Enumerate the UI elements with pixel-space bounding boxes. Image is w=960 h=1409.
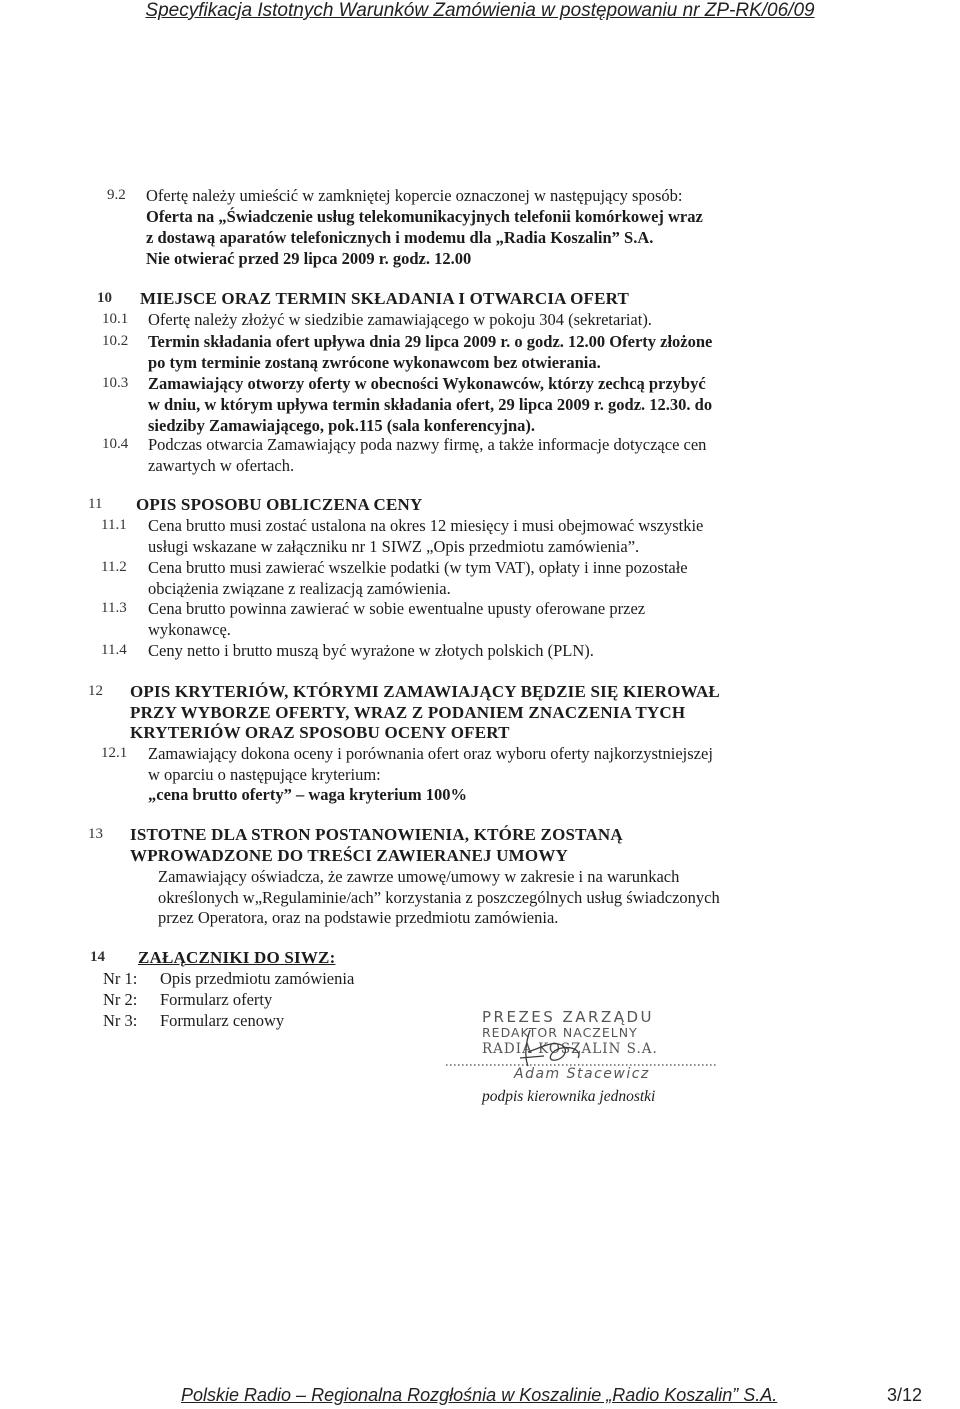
page-footer: Polskie Radio – Regionalna Rozgłośnia w Koszalinie „Radio Koszalin” S.A.: [181, 1385, 778, 1405]
section-number: 9.2: [107, 187, 126, 203]
section-number: 11.4: [101, 642, 127, 658]
attachment-label: Nr 1:: [103, 969, 138, 988]
paragraph-line: Zamawiający oświadcza, że zawrze umowę/umowy w zakresie i na warunkach: [158, 867, 680, 886]
section-number: 10.3: [102, 375, 129, 391]
stamp-name: Adam Stacewicz: [514, 1066, 650, 1082]
attachment-name: Formularz oferty: [160, 990, 273, 1009]
page-header: Specyfikacja Istotnych Warunków Zamówienia w postępowaniu nr ZP-RK/06/09: [145, 0, 815, 21]
section-number: 13: [88, 826, 103, 842]
section-number: 14: [90, 949, 105, 965]
section-number: 11: [88, 496, 103, 512]
section-number: 10.2: [102, 333, 129, 349]
paragraph-line: Cena brutto musi zostać ustalona na okres 12 miesięcy i musi obejmować wszystkie: [148, 516, 704, 535]
paragraph-line: Ofertę należy złożyć w siedzibie zamawiającego w pokoju 304 (sekretariat).: [148, 310, 652, 329]
section-title: ISTOTNE DLA STRON POSTANOWIENIA, KTÓRE ZOSTANĄ: [130, 825, 623, 844]
paragraph-line: Ofertę należy umieścić w zamkniętej kopercie oznaczonej w następujący sposób:: [146, 186, 683, 205]
section-title: WPROWADZONE DO TREŚCI ZAWIERANEJ UMOWY: [130, 846, 569, 865]
section-number: 10.4: [102, 436, 129, 452]
section-title: MIEJSCE ORAZ TERMIN SKŁADANIA I OTWARCIA OFERT: [140, 289, 630, 308]
paragraph-line: Zamawiający otworzy oferty w obecności Wykonawców, którzy zechcą przybyć: [148, 374, 706, 393]
attachment-label: Nr 2:: [103, 990, 138, 1009]
paragraph-line: przez Operatora, oraz na podstawie przedmiotu zamówienia.: [158, 908, 559, 927]
page-number: 3/12: [886, 1385, 922, 1405]
paragraph-line: Ceny netto i brutto muszą być wyrażone w złotych polskich (PLN).: [148, 641, 594, 660]
paragraph-line: wykonawcę.: [148, 620, 231, 639]
section-number: 10: [97, 290, 112, 306]
paragraph-line: Oferta na „Świadczenie usług telekomunikacyjnych telefonii komórkowej wraz: [146, 207, 703, 226]
section-number: 11.2: [101, 559, 127, 575]
section-number: 11.1: [101, 517, 127, 533]
criterion-line: „cena brutto oferty” – waga kryterium 100%: [148, 785, 467, 804]
paragraph-line: w dniu, w którym upływa termin składania ofert, 29 lipca 2009 r. godz. 12.30. do: [148, 395, 713, 414]
section-number: 11.3: [101, 600, 127, 616]
paragraph-line: w oparciu o następujące kryterium:: [148, 765, 381, 784]
attachment-name: Formularz cenowy: [160, 1011, 285, 1030]
stamp-line: RADIA KOSZALIN S.A.: [482, 1041, 658, 1057]
paragraph-line: zawartych w ofertach.: [148, 456, 295, 475]
paragraph-line: Podczas otwarcia Zamawiający poda nazwy firmę, a także informacje dotyczące cen: [148, 435, 707, 454]
paragraph-line: Termin składania ofert upływa dnia 29 lipca 2009 r. o godz. 12.00 Oferty złożone: [148, 332, 713, 351]
paragraph-line: określonych w„Regulaminie/ach” korzystania z poszczególnych usług świadczonych: [158, 888, 720, 907]
section-number: 10.1: [102, 311, 129, 327]
stamp-line: REDAKTOR NACZELNY: [482, 1025, 638, 1040]
paragraph-line: siedziby Zamawiającego, pok.115 (sala konferencyjna).: [148, 416, 535, 435]
paragraph-line: obciążenia związane z realizacją zamówienia.: [148, 579, 451, 598]
paragraph-line: z dostawą aparatów telefonicznych i modemu dla „Radia Koszalin” S.A.: [146, 228, 654, 247]
section-title: PRZY WYBORZE OFERTY, WRAZ Z PODANIEM ZNACZENIA TYCH: [130, 703, 686, 722]
section-number: 12.1: [101, 745, 128, 761]
stamp-line: PREZES ZARZĄDU: [482, 1008, 655, 1026]
paragraph-line: po tym terminie zostaną zwrócone wykonawcom bez otwierania.: [148, 353, 601, 372]
section-title: OPIS SPOSOBU OBLICZENA CENY: [136, 495, 423, 514]
attachment-label: Nr 3:: [103, 1011, 138, 1030]
section-title: OPIS KRYTERIÓW, KTÓRYMI ZAMAWIAJĄCY BĘDZIE SIĘ KIEROWAŁ: [130, 682, 720, 701]
attachment-name: Opis przedmiotu zamówienia: [160, 969, 355, 988]
section-number: 12: [88, 683, 103, 699]
paragraph-line: Nie otwierać przed 29 lipca 2009 r. godz. 12.00: [146, 249, 472, 268]
signature-caption: podpis kierownika jednostki: [482, 1088, 656, 1105]
section-title: KRYTERIÓW ORAZ SPOSOBU OCENY OFERT: [130, 723, 510, 742]
section-title: ZAŁĄCZNIKI DO SIWZ:: [138, 948, 336, 967]
paragraph-line: Cena brutto musi zawierać wszelkie podatki (w tym VAT), opłaty i inne pozostałe: [148, 558, 688, 577]
paragraph-line: Cena brutto powinna zawierać w sobie ewentualne upusty oferowane przez: [148, 599, 646, 618]
paragraph-line: Zamawiający dokona oceny i porównania ofert oraz wyboru oferty najkorzystniejszej: [148, 744, 713, 763]
paragraph-line: usługi wskazane w załączniku nr 1 SIWZ „Opis przedmiotu zamówienia”.: [148, 537, 640, 556]
